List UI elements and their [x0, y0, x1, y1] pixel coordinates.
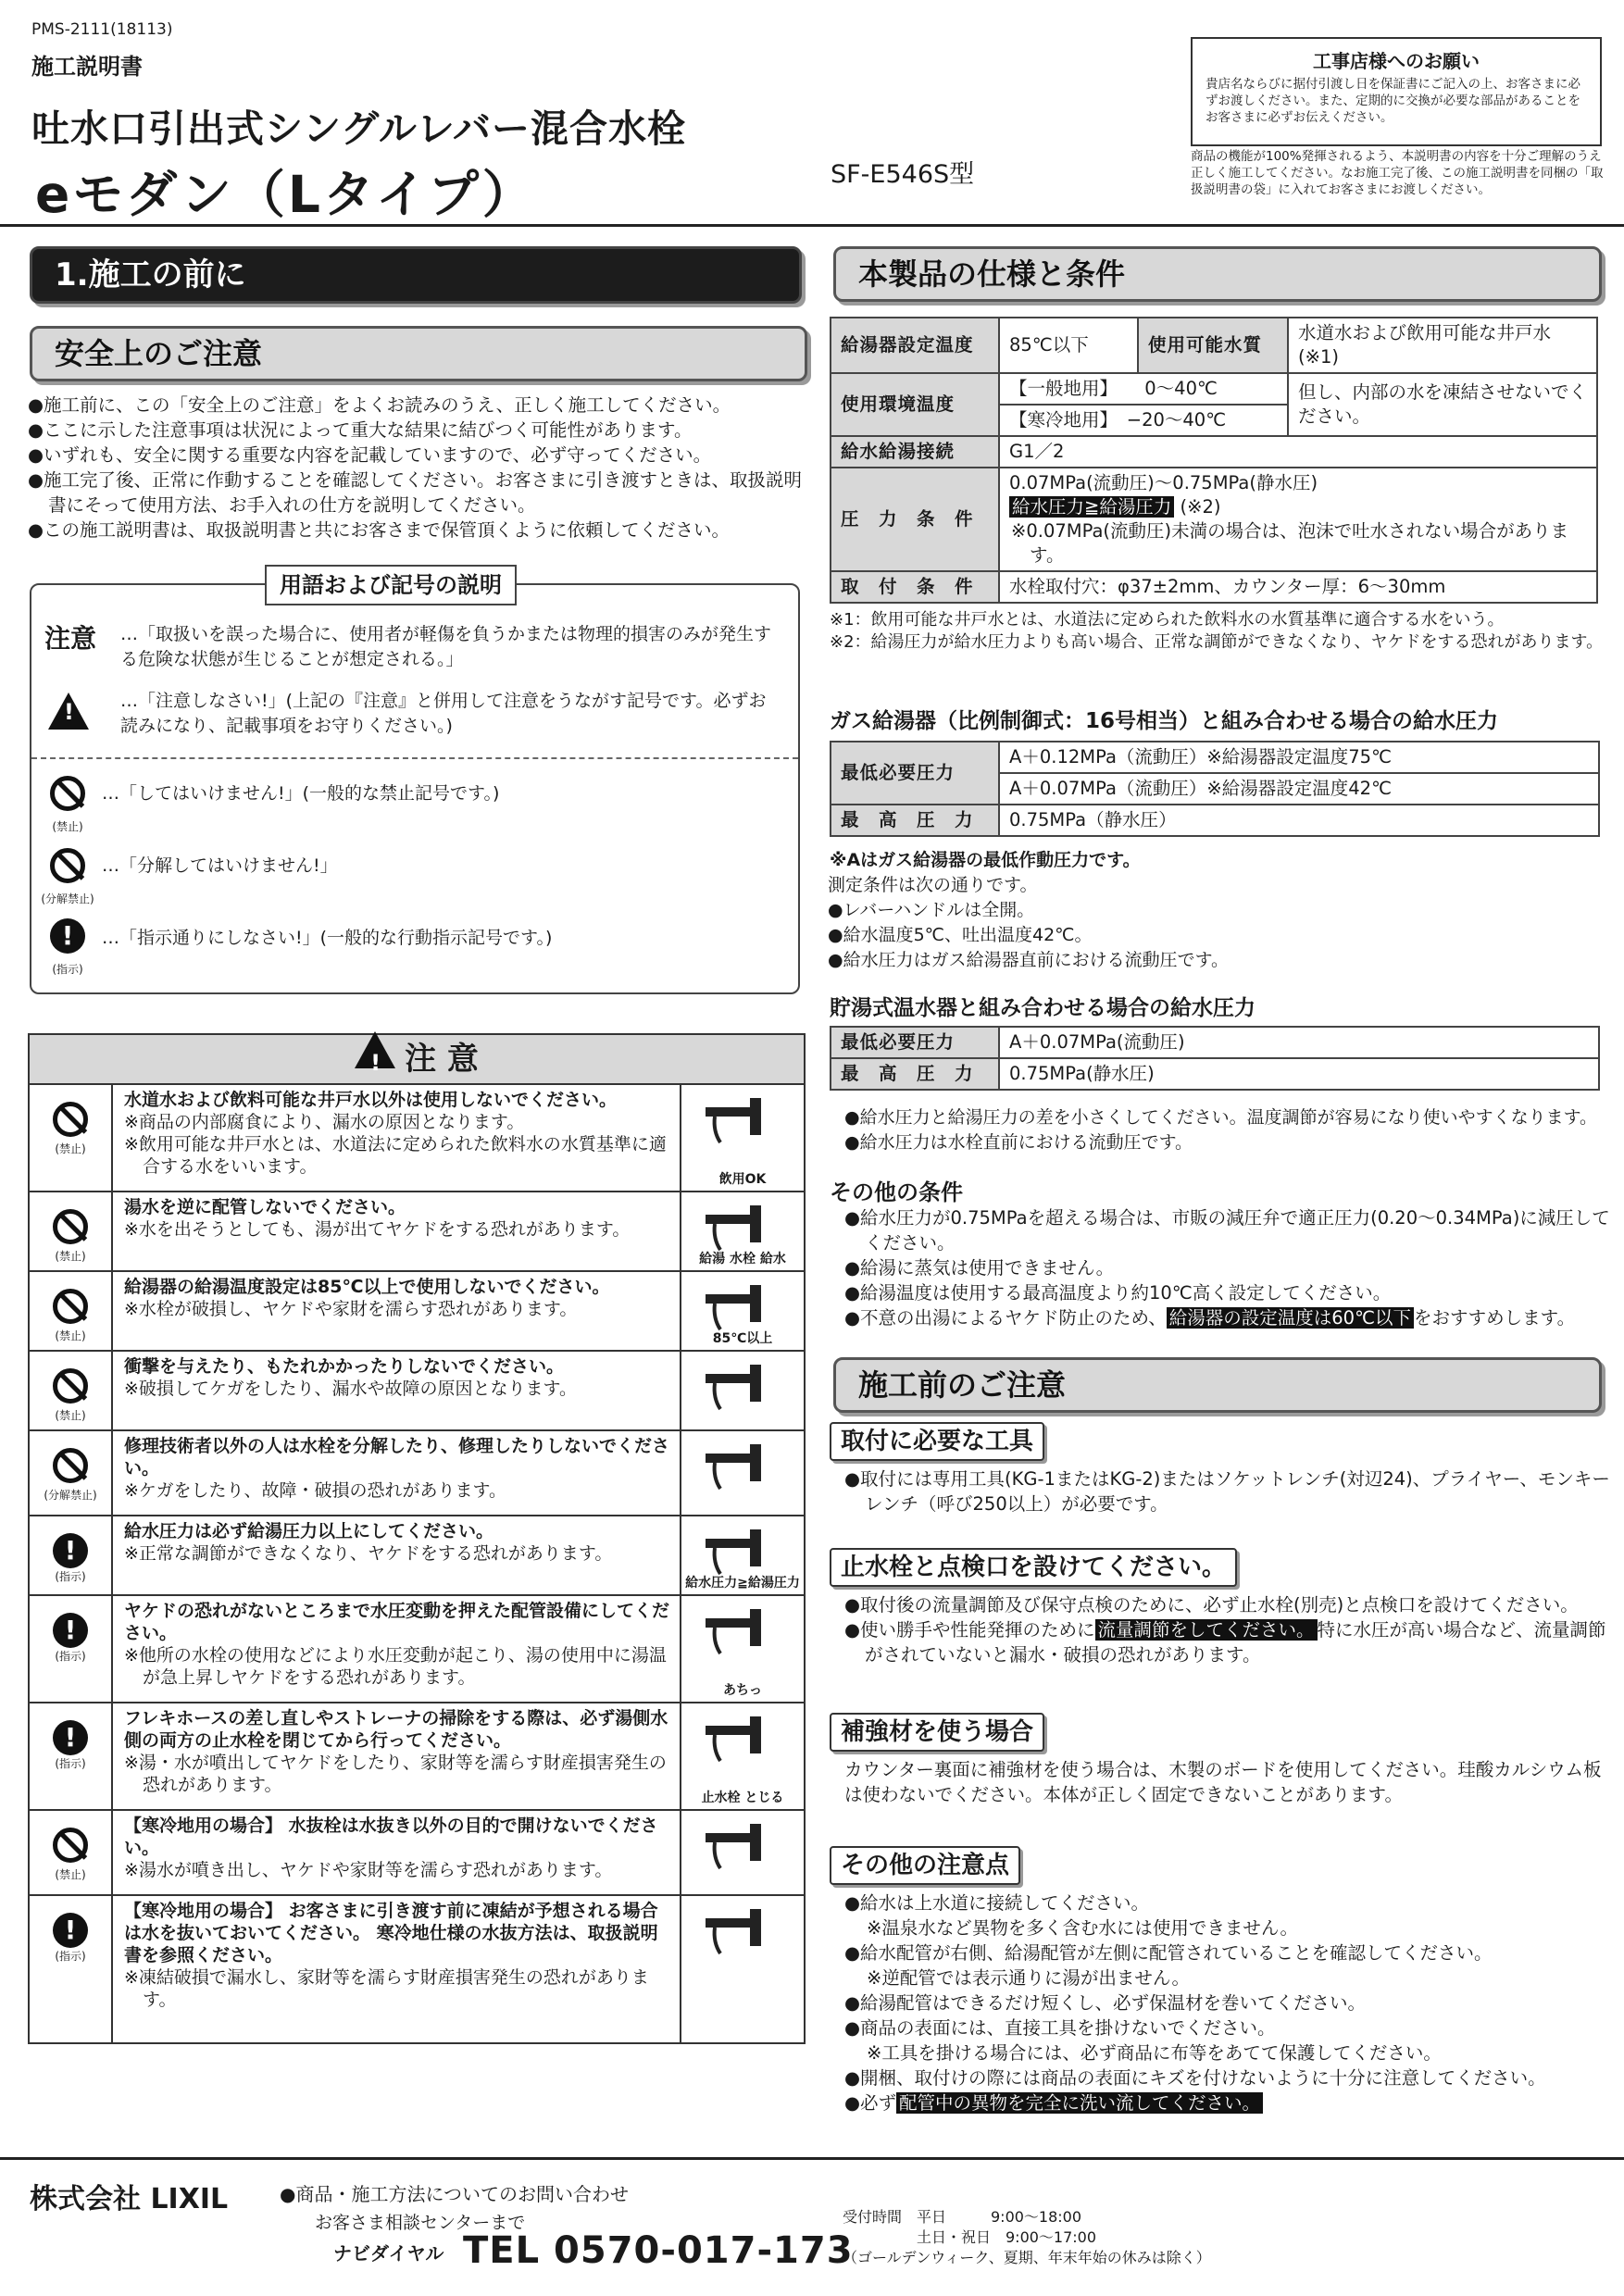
caution-illustration [680, 1352, 804, 1429]
safety-bullet: ●この施工説明書は、取扱説明書と共にお客さまで保管頂くように依頼してください。 [28, 519, 731, 541]
illustration-label: あちっ [723, 1683, 762, 1698]
caution-table [28, 1033, 806, 2044]
icon-caption: (禁止) [55, 1329, 86, 1342]
caution-note: ※湯・水が噴出してヤケドをしたり、家財等を濡らす財産損害発生の恐れがあります。 [124, 1753, 667, 1795]
misc-list [844, 1890, 1613, 2115]
caution-text [115, 1431, 680, 1507]
gas-note: 測定条件は次の通りです。 [828, 875, 1038, 895]
reinforcement-title: 補強材を使う場合 [830, 1713, 1044, 1752]
tank-heater-title: 貯湯式温水器と組み合わせる場合の給水圧力 [830, 996, 1255, 1020]
notice-after-text: 商品の機能が100%発揮されるよう、本説明書の内容を十分ご理解のうえ正しく施工してください。なお施工完了後、この施工説明書を同梱の「取扱説明書の袋」に入れてお客さまにお渡しください。 [1191, 149, 1604, 197]
legend-disassemble-row [41, 854, 783, 905]
valve-text-block [844, 1592, 1617, 1667]
caution-text [115, 1352, 680, 1405]
disassemble-caption: (分解禁止) [41, 892, 94, 905]
prohibit-icon [53, 1123, 88, 1141]
header-divider [0, 224, 1624, 227]
legend-disassemble-text: …「分解してはいけません!」 [102, 855, 338, 876]
valve-text: ●取付後の流量調節及び保守点検のために、必ず止水栓(別売)と点検口を設けてください。 [844, 1594, 1579, 1616]
caution-heading: 給湯器の給湯温度設定は85℃以上で使用しないでください。 [124, 1277, 610, 1297]
reinforcement-block [844, 1757, 1604, 1807]
caution-note: ※正常な調節ができなくなり、ヤケドをする恐れがあります。 [124, 1543, 613, 1564]
valve-text-2 [844, 1617, 1617, 1667]
caution-note: ※水栓が破損し、ヤケドや家財を濡らす恐れがあります。 [124, 1299, 578, 1319]
caution-icon-cell [30, 1516, 113, 1594]
other-conditions-title: その他の条件 [830, 1179, 963, 1205]
caution-icon-cell [30, 1352, 113, 1429]
caution-icon-cell [30, 1703, 113, 1809]
safety-bullet: ●ここに示した注意事項は状況によって重大な結果に結びつく可能性があります。 [28, 419, 693, 441]
spec-value: 水栓取付穴：φ37±2mm、カウンター厚：6〜30mm [999, 571, 1597, 603]
document-type: 施工説明書 [31, 54, 143, 80]
support-center: お客さま相談センターまで [315, 2213, 526, 2233]
footer-divider [0, 2157, 1624, 2160]
reinforcement-text: カウンター裏面に補強材を使う場合は、木製のボードを使用してください。珪酸カルシウム板は使わないでください。本体が正しく固定できないことがあります。 [844, 1759, 1602, 1805]
misc-item: ●給水は上水道に接続してください。 [844, 1892, 1150, 1914]
misc-item: ●開梱、取付けの際には商品の表面にキズを付けないように十分に注意してください。 [844, 2067, 1546, 2089]
spec-section-title: 本製品の仕様と条件 [833, 246, 1602, 302]
mandatory-icon: ! [53, 1925, 88, 1942]
spec-pressure-rule [1009, 495, 1587, 519]
legend-title: 用語および記号の説明 [265, 565, 517, 605]
illustration-label: 給水圧力≧給湯圧力 [685, 1576, 800, 1591]
no-disassembly-icon [53, 1469, 88, 1487]
text-fragment: ●必ず [844, 2092, 897, 2114]
tank-pressure-table [830, 1026, 1600, 1091]
caution-text [115, 1516, 680, 1570]
caution-heading: 衝撃を与えたり、もたれかかったりしないでください。 [124, 1356, 565, 1377]
caution-icon-cell [30, 1896, 113, 2042]
caution-illustration [680, 1516, 804, 1594]
spec-label: 使用環境温度 [831, 373, 999, 436]
caution-row [30, 1352, 804, 1431]
icon-caption: (指示) [55, 1950, 86, 1963]
prohibit-icon [53, 1230, 88, 1248]
mandatory-icon: ! [53, 1625, 88, 1642]
caution-heading: 湯水を逆に配管しないでください。 [124, 1197, 406, 1217]
gas-note: ●レバーハンドルは全開。 [828, 900, 1035, 920]
caution-note: ※他所の水栓の使用などにより水圧変動が起こり、湯の使用中に湯温が急上昇しヤケドをする恐れがあります。 [124, 1645, 667, 1688]
section-before-installation: 1.施工の前に [30, 246, 802, 304]
valve-title: 止水栓と点検口を設けてください。 [830, 1548, 1237, 1587]
hours-line: 土日・祝日 9:00〜17:00 [843, 2228, 1097, 2246]
spec-value: 但し、内部の水を凍結させないでください。 [1288, 373, 1597, 436]
icon-caption: (指示) [55, 1570, 86, 1583]
spec-label: 給湯器設定温度 [831, 318, 999, 373]
mandatory-icon: ! [53, 1732, 88, 1750]
navi-dial-label: ナビダイヤル [333, 2242, 444, 2265]
gas-value: 0.75MPa（静水圧） [999, 805, 1599, 836]
caution-text [115, 1596, 680, 1694]
product-title: 吐水口引出式シングルレバー混合水栓 [31, 106, 687, 151]
gas-pressure-table [830, 741, 1600, 837]
text-fragment: 特に水圧が高い場合など、流量調節がされていないと漏水・破損の恐れがあります。 [865, 1619, 1606, 1666]
text-fragment: ●不意の出湯によるヤケド防止のため、 [844, 1307, 1167, 1329]
other-condition: ●給湯温度は使用する最高温度より約10℃高く設定してください。 [844, 1282, 1392, 1304]
caution-row [30, 1596, 804, 1703]
highlight-text: 配管中の異物を完全に洗い流してください。 [896, 2092, 1263, 2114]
spec-label: 給水給湯接続 [831, 436, 999, 468]
caution-row [30, 1192, 804, 1272]
spec-notes [830, 609, 1607, 654]
spec-value: 【一般地用】 0〜40℃ [999, 373, 1288, 405]
pre-installation-title: 施工前のご注意 [833, 1357, 1602, 1413]
tank-value: 0.75MPa(静水圧) [999, 1058, 1599, 1090]
tools-text: ●取付には専用工具(KG-1またはKG-2)またはソケットレンチ(対辺24)、プライヤー、モンキーレンチ（呼び250以上）が必要です。 [844, 1468, 1610, 1515]
legend-prohibit-text: …「してはいけません!」(一般的な禁止記号です。) [102, 783, 500, 804]
other-condition: ●給湯に蒸気は使用できません。 [844, 1257, 1115, 1279]
legend-triangle-text: …「注意しなさい!」(上記の『注意』と併用して注意をうながす記号です。必ずお読みになり、記載事項をお守りください。) [120, 691, 767, 736]
legend-mandatory-text: …「指示通りにしなさい!」(一般的な行動指示記号です。) [102, 928, 553, 948]
spec-value: G1／2 [999, 436, 1597, 468]
caution-row [30, 1703, 804, 1811]
prohibit-icon [53, 1310, 88, 1328]
mandatory-caption: (指示) [52, 963, 83, 976]
caution-row [30, 1431, 804, 1516]
gas-label: 最低必要圧力 [831, 742, 999, 805]
tank-note: ●給水圧力と給湯圧力の差を小さくしてください。温度調節が容易になり使いやすくなります。 [844, 1107, 1598, 1128]
caution-icon-cell [30, 1192, 113, 1270]
model-number: SF-E546S型 [831, 160, 975, 189]
phone-number: TEL 0570-017-173 [463, 2229, 854, 2272]
caution-illustration [680, 1896, 804, 2042]
notice-body: 貴店名ならびに据付引渡し日を保証書にご記入の上、お客さまに必ずお渡しください。また、定期的に交換が必要な部品があることをお客さまに必ずお伝えください。 [1206, 77, 1580, 125]
prohibit-icon [53, 1849, 88, 1866]
tank-value: A＋0.07MPa(流動圧) [999, 1027, 1599, 1058]
mandatory-icon: ! [50, 918, 85, 954]
gas-value: A＋0.12MPa（流動圧）※給湯器設定温度75℃ [999, 742, 1599, 773]
icon-caption: (禁止) [55, 1142, 86, 1155]
caution-row [30, 1896, 804, 2042]
caution-illustration [680, 1272, 804, 1350]
icon-caption: (指示) [55, 1757, 86, 1770]
warning-triangle-icon: ! [355, 1031, 395, 1082]
other-condition: ●給水圧力が0.75MPaを超える場合は、市販の減圧弁で適正圧力(0.20〜0.34MPa)に減圧してください。 [844, 1207, 1610, 1254]
caution-text [115, 1811, 680, 1887]
spec-value: (※2) [1180, 496, 1221, 518]
prohibit-icon [50, 776, 85, 818]
illustration-label: 給湯 水栓 給水 [699, 1252, 786, 1267]
tank-label: 最 高 圧 力 [831, 1058, 999, 1090]
other-conditions-list [844, 1205, 1613, 1330]
legend-triangle-row [59, 689, 783, 739]
legend-caution-row [44, 622, 783, 672]
illustration-label: 飲用OK [718, 1172, 767, 1187]
document-code: PMS-2111(18113) [31, 20, 173, 39]
spec-table [830, 317, 1598, 604]
gas-note: ※Aはガス給湯器の最低作動圧力です。 [830, 850, 1141, 870]
prohibit-caption: (禁止) [52, 820, 83, 833]
safety-bullet: ●いずれも、安全に関する重要な内容を記載していますので、必ず守ってください。 [28, 444, 712, 466]
tank-note: ●給水圧力は水栓直前における流動圧です。 [844, 1132, 1193, 1153]
caution-rows [30, 1085, 804, 2042]
icon-caption: (禁止) [55, 1250, 86, 1263]
safety-bullet: ●施工前に、この「安全上のご注意」をよくお読みのうえ、正しく施工してください。 [28, 394, 731, 416]
business-hours [843, 2207, 1211, 2268]
gas-label: 最 高 圧 力 [831, 805, 999, 836]
spec-note: ※2：給湯圧力が給水圧力よりも高い場合、正常な調節ができなくなり、ヤケドをする恐れがあります。 [830, 632, 1604, 652]
caution-note: ※湯水が噴き出し、ヤケドや家財等を濡らす恐れがあります。 [124, 1860, 613, 1880]
misc-item: ※工具を掛ける場合には、必ず商品に布等をあてて保護してください。 [867, 2042, 1442, 2064]
spec-label: 圧 力 条 件 [831, 468, 999, 571]
misc-item-last [844, 2090, 1613, 2115]
installer-notice-box [1191, 37, 1602, 146]
caution-note: ※飲用可能な井戸水とは、水道法に定められた飲料水の水質基準に適合する水をいいます。 [124, 1134, 667, 1177]
caution-row [30, 1811, 804, 1896]
contact-heading: ●商品・施工方法についてのお問い合わせ [280, 2183, 630, 2205]
spec-value: ※0.07MPa(流動圧)未満の場合は、泡沫で吐水されない場合があります。 [1011, 520, 1569, 566]
highlight-text: 流量調節をしてください。 [1095, 1619, 1318, 1641]
product-subtitle: eモダン（Lタイプ） [35, 165, 536, 224]
misc-item: ※温泉水など異物を多く含む水には使用できません。 [867, 1917, 1299, 1939]
caution-icon-cell [30, 1272, 113, 1350]
caution-title: 注 意 [405, 1041, 479, 1078]
caution-note: ※ケガをしたり、故障・破損の恐れがあります。 [124, 1480, 507, 1501]
caution-text [115, 1085, 680, 1183]
misc-title: その他の注意点 [830, 1846, 1020, 1885]
spec-value: 水道水および飲用可能な井戸水(※1) [1288, 318, 1597, 373]
text-fragment: をおすすめします。 [1413, 1307, 1576, 1329]
caution-heading: 【寒冷地用の場合】 お客さまに引き渡す前に凍結が予想される場合は水を抜いておいてください。 寒冷地仕様の水抜方法は、取扱説明書を参照ください。 [124, 1901, 658, 1965]
gas-heater-title: ガス給湯器（比例制御式：16号相当）と組み合わせる場合の給水圧力 [830, 709, 1499, 733]
caution-table-header [30, 1035, 804, 1085]
legend-mandatory-row [52, 920, 783, 976]
misc-item: ●商品の表面には、直接工具を掛けないでください。 [844, 2017, 1276, 2039]
caution-note: ※水を出そうとしても、湯が出てヤケドをする恐れがあります。 [124, 1219, 631, 1240]
highlight-text: 給湯器の設定温度は60℃以下 [1167, 1307, 1414, 1329]
caution-text [115, 1703, 680, 1802]
legend-divider [31, 757, 798, 759]
icon-caption: (禁止) [55, 1409, 86, 1422]
illustration-label: 止水栓 とじる [701, 1791, 784, 1805]
spec-note: ※1：飲用可能な井戸水とは、水道法に定められた飲料水の水質基準に適合する水をいう。 [830, 610, 1505, 630]
gas-note: ●給水温度5℃、吐出温度42℃。 [828, 925, 1093, 945]
caution-row [30, 1272, 804, 1352]
legend-prohibit-row [52, 781, 783, 833]
caution-illustration [680, 1085, 804, 1191]
spec-pressure-cell [999, 468, 1597, 571]
highlight-text: 給水圧力≧給湯圧力 [1009, 496, 1174, 518]
caution-icon-cell [30, 1596, 113, 1702]
icon-caption: (指示) [55, 1650, 86, 1663]
caution-text [115, 1896, 680, 2016]
caution-text [115, 1192, 680, 1246]
hours-line: （ゴールデンウィーク、夏期、年末年始の休みは除く） [843, 2249, 1211, 2266]
caution-illustration [680, 1811, 804, 1894]
caution-illustration [680, 1431, 804, 1515]
other-condition-last [844, 1305, 1613, 1330]
legend-caution-text: …「取扱いを誤った場合に、使用者が軽傷を負うかまたは物理的損害のみが発生する危険な状態が生じることが想定される。」 [120, 624, 772, 669]
caution-row [30, 1085, 804, 1192]
spec-value: 0.07MPa(流動圧)〜0.75MPa(静水圧) [1009, 472, 1318, 493]
caution-note: ※商品の内部腐食により、漏水の原因となります。 [124, 1112, 525, 1132]
caution-heading: 【寒冷地用の場合】 水抜栓は水抜き以外の目的で開けないでください。 [124, 1816, 658, 1858]
tank-notes [844, 1105, 1622, 1155]
caution-heading: フレキホースの差し直しやストレーナの掃除をする際は、必ず湯側水側の両方の止水栓を閉じてから行ってください。 [124, 1708, 668, 1751]
warning-triangle-icon: ! [48, 693, 89, 737]
illustration-label: 85℃以上 [712, 1331, 773, 1346]
safety-bullet: ●施工完了後、正常に作動することを確認してください。お客さまに引き渡すときは、取扱説明書にそって使用方法、お手入れの仕方を説明してください。 [28, 469, 803, 516]
caution-note: ※破損してケガをしたり、漏水や故障の原因となります。 [124, 1379, 578, 1399]
gas-notes [830, 848, 1607, 973]
spec-label: 使用可能水質 [1138, 318, 1288, 373]
caution-illustration [680, 1703, 804, 1809]
notice-title: 工事店様へのお願い [1313, 50, 1480, 72]
caution-illustration [680, 1596, 804, 1702]
caution-icon-cell [30, 1085, 113, 1191]
caution-heading: 給水圧力は必ず給湯圧力以上にしてください。 [124, 1521, 494, 1541]
no-disassembly-icon [50, 848, 85, 891]
icon-caption: (分解禁止) [44, 1489, 97, 1502]
hours-line: 受付時間 平日 9:00〜18:00 [843, 2208, 1082, 2226]
caution-text [115, 1272, 680, 1326]
caution-heading: ヤケドの恐れがないところまで水圧変動を押えた配管設備にしてください。 [124, 1601, 670, 1643]
misc-item: ※逆配管では表示通りに湯が出ません。 [867, 1967, 1191, 1989]
misc-item: ●給水配管が右側、給湯配管が左側に配管されていることを確認してください。 [844, 1942, 1493, 1964]
mandatory-icon: ! [53, 1545, 88, 1563]
company-name: 株式会社 LIXIL [30, 2183, 229, 2215]
spec-value: 【寒冷地用】 −20〜40℃ [999, 405, 1288, 436]
spec-label: 取 付 条 件 [831, 571, 999, 603]
safety-bullet-list [28, 393, 806, 543]
safety-section-title: 安全上のご注意 [30, 326, 807, 381]
caution-illustration [680, 1192, 804, 1270]
caution-note: ※凍結破損で漏水し、家財等を濡らす財産損害発生の恐れがあります。 [124, 1967, 649, 2010]
tools-title: 取付に必要な工具 [830, 1422, 1044, 1461]
misc-item: ●給湯配管はできるだけ短くし、必ず保温材を巻いてください。 [844, 1992, 1367, 2014]
caution-icon-cell [30, 1811, 113, 1894]
symbol-legend [30, 583, 800, 994]
tools-text-block [844, 1466, 1613, 1516]
prohibit-icon [53, 1390, 88, 1407]
text-fragment: ●使い勝手や性能発揮のために [844, 1619, 1095, 1641]
gas-value: A＋0.07MPa（流動圧）※給湯器設定温度42℃ [999, 773, 1599, 805]
spec-value: 85℃以下 [999, 318, 1138, 373]
caution-heading: 水道水および飲料可能な井戸水以外は使用しないでください。 [124, 1090, 618, 1110]
caution-heading: 修理技術者以外の人は水栓を分解したり、修理したりしないでください。 [124, 1436, 670, 1479]
tank-label: 最低必要圧力 [831, 1027, 999, 1058]
caution-row [30, 1516, 804, 1596]
gas-note: ●給水圧力はガス給湯器直前における流動圧です。 [828, 950, 1230, 970]
caution-word: 注意 [44, 623, 97, 654]
caution-icon-cell [30, 1431, 113, 1515]
icon-caption: (禁止) [55, 1868, 86, 1881]
